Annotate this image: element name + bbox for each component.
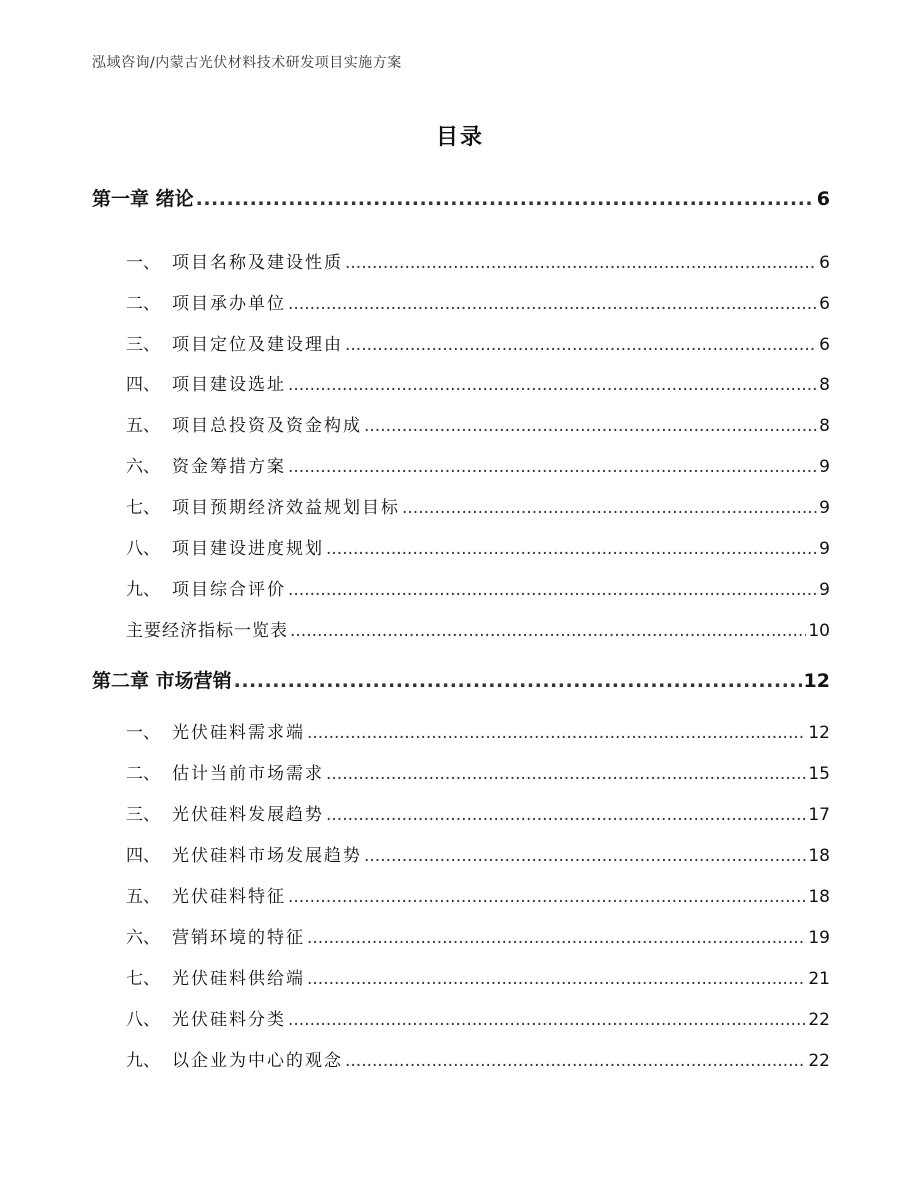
toc-entry-number: 九、 xyxy=(126,580,160,600)
toc-leader-dots xyxy=(196,188,815,210)
toc-page-number: 9 xyxy=(819,580,830,600)
toc-leader-dots xyxy=(307,969,806,989)
toc-leader-dots xyxy=(288,375,817,395)
toc-leader-dots xyxy=(290,621,806,641)
toc-leader-dots xyxy=(307,928,806,948)
toc-page-number: 8 xyxy=(819,375,830,395)
toc-leader-dots xyxy=(364,846,806,866)
toc-page-number: 6 xyxy=(816,188,830,210)
toc-entry-number: 五、 xyxy=(126,416,160,436)
toc-entry-number: 七、 xyxy=(126,969,160,989)
toc-entry-number: 七、 xyxy=(126,498,160,518)
toc-entry-number: 六、 xyxy=(126,928,160,948)
toc-entry[interactable] xyxy=(92,452,830,477)
toc-leader-dots xyxy=(402,498,817,518)
toc-leader-dots xyxy=(345,1051,806,1071)
toc-leader-dots xyxy=(288,457,817,477)
toc-leader-dots xyxy=(345,335,817,355)
toc-entry[interactable] xyxy=(92,289,830,314)
toc-page-number: 6 xyxy=(819,335,830,355)
toc-entry[interactable] xyxy=(92,493,830,518)
toc-entry-label: 光伏硅料供给端 xyxy=(172,969,305,989)
toc-chapter-label: 第二章 市场营销 xyxy=(92,670,232,692)
toc-entry-label: 估计当前市场需求 xyxy=(172,764,324,784)
toc-entry-label: 项目总投资及资金构成 xyxy=(172,416,362,436)
toc-entry-label: 项目建设选址 xyxy=(172,375,286,395)
toc-entry[interactable] xyxy=(92,841,830,866)
toc-entry-number: 四、 xyxy=(126,375,160,395)
toc-entry-label: 营销环境的特征 xyxy=(172,928,305,948)
toc-page-number: 9 xyxy=(819,498,830,518)
toc-entry-label: 光伏硅料分类 xyxy=(172,1010,286,1030)
toc-entry-number: 六、 xyxy=(126,457,160,477)
toc-entry-label: 项目名称及建设性质 xyxy=(172,253,343,273)
toc-entry[interactable] xyxy=(92,759,830,784)
toc-entry-label: 项目定位及建设理由 xyxy=(172,335,343,355)
toc-page-number: 9 xyxy=(819,539,830,559)
toc-leader-dots xyxy=(288,580,817,600)
toc-entry[interactable] xyxy=(92,616,830,641)
page-header: 泓域咨询/内蒙古光伏材料技术研发项目实施方案 xyxy=(92,55,402,71)
toc-entry-label: 光伏硅料市场发展趋势 xyxy=(172,846,362,866)
toc-entry[interactable] xyxy=(92,1046,830,1071)
toc-entry-label: 项目预期经济效益规划目标 xyxy=(172,498,400,518)
toc-leader-dots xyxy=(234,670,802,692)
toc-entry-label: 项目建设进度规划 xyxy=(172,539,324,559)
toc-entry[interactable] xyxy=(92,923,830,948)
toc-leader-dots xyxy=(288,887,806,907)
toc-page-number: 18 xyxy=(808,887,830,907)
toc-entry[interactable] xyxy=(92,800,830,825)
toc-chapter-2[interactable] xyxy=(92,666,830,693)
toc-entry[interactable] xyxy=(92,718,830,743)
toc-entry-number: 一、 xyxy=(126,253,160,273)
toc-page-number: 9 xyxy=(819,457,830,477)
toc-page-number: 22 xyxy=(808,1051,830,1071)
toc-entry[interactable] xyxy=(92,964,830,989)
toc-leader-dots xyxy=(288,1010,806,1030)
toc-chapter-label: 第一章 绪论 xyxy=(92,188,194,210)
toc-entry[interactable] xyxy=(92,411,830,436)
toc-entry[interactable] xyxy=(92,534,830,559)
toc-entry-number: 二、 xyxy=(126,764,160,784)
toc-entry-label: 项目承办单位 xyxy=(172,294,286,314)
toc-entry-number: 五、 xyxy=(126,887,160,907)
toc-page-number: 19 xyxy=(808,928,830,948)
toc-entry-label: 主要经济指标一览表 xyxy=(126,621,288,641)
toc-leader-dots xyxy=(288,294,817,314)
toc-page-number: 21 xyxy=(808,969,830,989)
toc-entry-number: 四、 xyxy=(126,846,160,866)
toc-page-number: 6 xyxy=(819,294,830,314)
toc-page-number: 8 xyxy=(819,416,830,436)
toc-entry-number: 一、 xyxy=(126,723,160,743)
toc-entry[interactable] xyxy=(92,248,830,273)
toc-page-number: 12 xyxy=(808,723,830,743)
toc-leader-dots xyxy=(326,539,817,559)
toc-entry-number: 三、 xyxy=(126,805,160,825)
toc-entry-label: 光伏硅料特征 xyxy=(172,887,286,907)
toc-entry[interactable] xyxy=(92,1005,830,1030)
toc-leader-dots xyxy=(345,253,817,273)
toc-page-number: 10 xyxy=(808,621,830,641)
toc-page-number: 22 xyxy=(808,1010,830,1030)
toc-entry-number: 九、 xyxy=(126,1051,160,1071)
toc-page-number: 6 xyxy=(819,253,830,273)
toc-entry[interactable] xyxy=(92,370,830,395)
toc-leader-dots xyxy=(326,805,806,825)
toc-entry-label: 光伏硅料发展趋势 xyxy=(172,805,324,825)
toc-entry-label: 项目综合评价 xyxy=(172,580,286,600)
toc-entry-number: 八、 xyxy=(126,1010,160,1030)
toc-entry-label: 光伏硅料需求端 xyxy=(172,723,305,743)
toc-entry-label: 资金筹措方案 xyxy=(172,457,286,477)
toc-title: 目录 xyxy=(435,125,484,150)
toc-entry-number: 八、 xyxy=(126,539,160,559)
toc-page-number: 17 xyxy=(808,805,830,825)
toc-entry-number: 二、 xyxy=(126,294,160,314)
toc-entry[interactable] xyxy=(92,330,830,355)
toc-leader-dots xyxy=(307,723,806,743)
toc-leader-dots xyxy=(364,416,817,436)
toc-leader-dots xyxy=(326,764,806,784)
toc-entry-label: 以企业为中心的观念 xyxy=(172,1051,343,1071)
toc-page-number: 18 xyxy=(808,846,830,866)
toc-page-number: 15 xyxy=(808,764,830,784)
toc-chapter-1[interactable] xyxy=(92,184,830,211)
toc-page-number: 12 xyxy=(803,670,830,692)
toc-entry-number: 三、 xyxy=(126,335,160,355)
toc-entry[interactable] xyxy=(92,575,830,600)
toc-entry[interactable] xyxy=(92,882,830,907)
